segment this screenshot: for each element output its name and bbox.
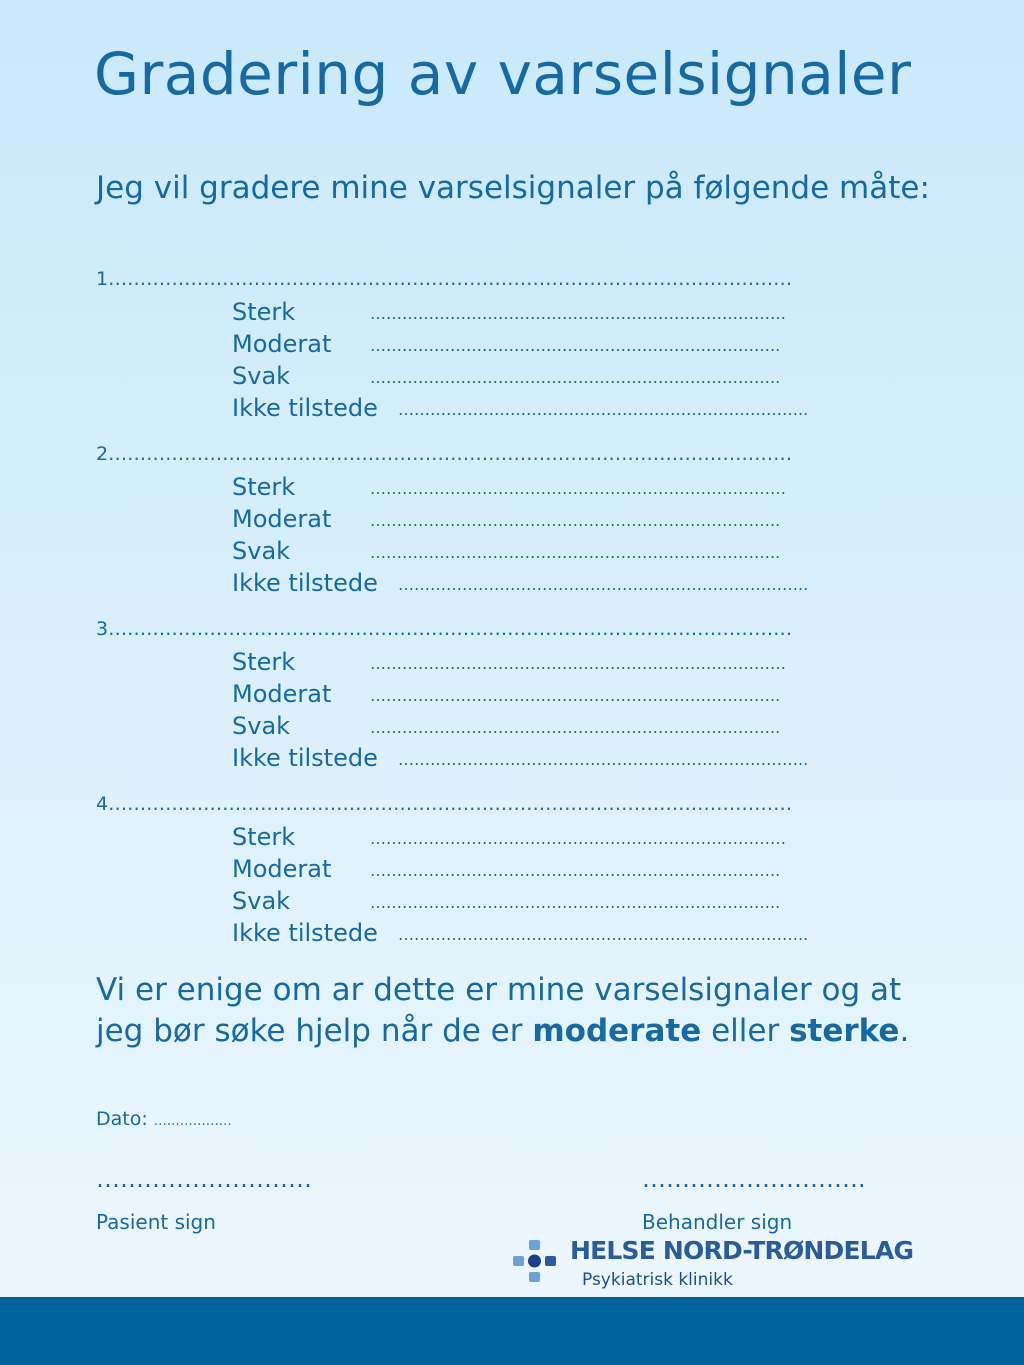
grade-row-moderat	[232, 505, 781, 533]
grade-row-moderat	[232, 330, 781, 358]
grade-label: Sterk	[232, 473, 296, 501]
item-line-2: 2………………………………………………………………………………………………	[96, 443, 793, 465]
grade-label: Moderat	[232, 505, 332, 533]
grade-row-svak	[232, 362, 781, 390]
grade-label: Svak	[232, 537, 291, 565]
grade-row-ikke-tilstede	[232, 919, 809, 947]
date-field	[96, 1108, 232, 1130]
grade-row-moderat	[232, 855, 781, 883]
grade-row-sterk	[232, 298, 786, 326]
grade-label: Ikke tilstede	[232, 744, 378, 772]
agreement-emphasis-sterke: sterke	[789, 1013, 900, 1049]
grade-label: Ikke tilstede	[232, 394, 378, 422]
agreement-part: .	[899, 1013, 910, 1049]
item-line-1: 1………………………………………………………………………………………………	[96, 268, 793, 290]
grade-dots: …………………………………………………………………..	[398, 925, 809, 944]
grade-label: Sterk	[232, 648, 296, 676]
grade-label: Sterk	[232, 298, 296, 326]
agreement-part: Vi er enige om ar dette er mine varselsignaler og at jeg bør søke hjelp når de er	[96, 972, 902, 1049]
grade-label: Moderat	[232, 680, 332, 708]
date-label: Dato:	[96, 1108, 148, 1130]
date-blank: ………………	[153, 1114, 232, 1129]
grade-dots: …………………………………………………………………..	[370, 686, 781, 705]
grade-label: Svak	[232, 362, 291, 390]
grade-label: Ikke tilstede	[232, 919, 378, 947]
item-line-4: 4………………………………………………………………………………………………	[96, 793, 793, 815]
grade-label: Moderat	[232, 855, 332, 883]
logo-name: HELSE NORD-TRØNDELAG	[570, 1236, 914, 1265]
patient-signature-line: ………………………	[96, 1165, 312, 1193]
page-title: Gradering av varselsignaler	[94, 40, 912, 108]
intro-text: Jeg vil gradere mine varselsignaler på følgende måte:	[96, 170, 930, 206]
grade-row-sterk	[232, 648, 786, 676]
grade-dots: …………………………………………………………………..	[370, 861, 781, 880]
logo-subtitle: Psykiatrisk klinikk	[582, 1270, 733, 1290]
clinician-signature-line: ……………………….	[642, 1165, 866, 1193]
grade-row-moderat	[232, 680, 781, 708]
agreement-text	[96, 970, 956, 1052]
cross-logo-icon	[512, 1238, 558, 1286]
grade-row-svak	[232, 537, 781, 565]
item-line-3: 3………………………………………………………………………………………………	[96, 618, 793, 640]
agreement-emphasis-moderate: moderate	[532, 1013, 702, 1049]
grade-dots: ……………………………………………………………………	[370, 479, 786, 498]
grade-dots: …………………………………………………………………..	[370, 368, 781, 387]
grade-dots: …………………………………………………………………..	[398, 575, 809, 594]
grade-dots: …………………………………………………………………..	[370, 336, 781, 355]
grade-dots: ……………………………………………………………………	[370, 304, 786, 323]
grade-dots: ……………………………………………………………………	[370, 654, 786, 673]
grade-dots: …………………………………………………………………..	[370, 718, 781, 737]
grade-row-svak	[232, 712, 781, 740]
grade-dots: …………………………………………………………………..	[398, 750, 809, 769]
grade-row-svak	[232, 887, 781, 915]
patient-signature-label: Pasient sign	[96, 1210, 216, 1234]
grade-row-ikke-tilstede	[232, 394, 809, 422]
grade-label: Svak	[232, 887, 291, 915]
agreement-part: eller	[701, 1013, 790, 1049]
grade-label: Ikke tilstede	[232, 569, 378, 597]
clinician-signature-label: Behandler sign	[642, 1210, 793, 1234]
grade-dots: …………………………………………………………………..	[370, 543, 781, 562]
grade-row-ikke-tilstede	[232, 744, 809, 772]
organization-logo	[512, 1236, 952, 1292]
grade-row-sterk	[232, 473, 786, 501]
grade-label: Sterk	[232, 823, 296, 851]
grade-label: Moderat	[232, 330, 332, 358]
grade-dots: …………………………………………………………………..	[370, 893, 781, 912]
grade-dots: …………………………………………………………………..	[398, 400, 809, 419]
grade-row-sterk	[232, 823, 786, 851]
grade-dots: ……………………………………………………………………	[370, 829, 786, 848]
grade-row-ikke-tilstede	[232, 569, 809, 597]
grade-dots: …………………………………………………………………..	[370, 511, 781, 530]
grade-label: Svak	[232, 712, 291, 740]
footer-band	[0, 1297, 1024, 1365]
